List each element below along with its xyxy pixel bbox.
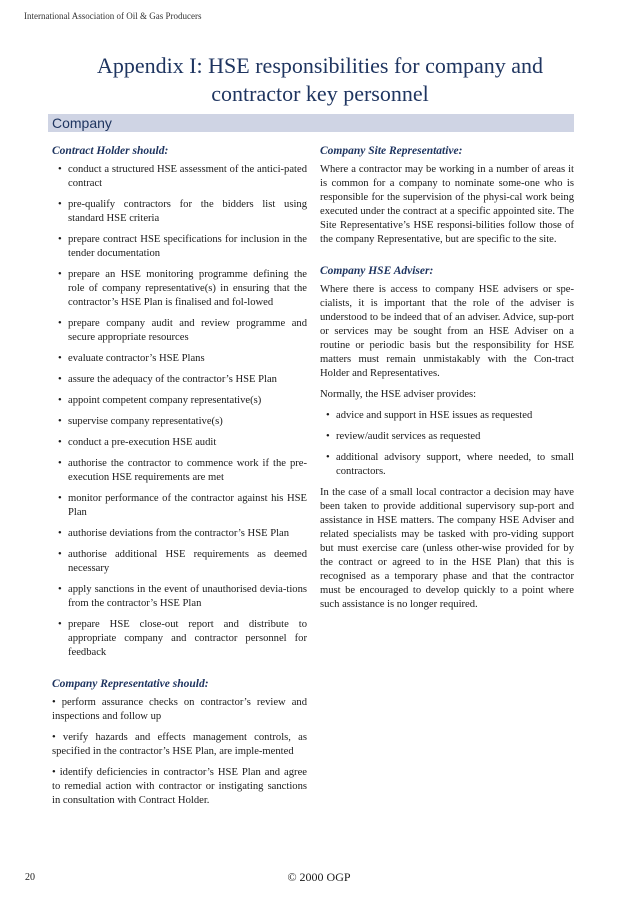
list-item: • apply sanctions in the event of unauthorised devia-tions from the contractor’s HSE Plan [52,583,307,611]
contract-holder-list [52,163,307,660]
hse-adviser-list [320,409,574,479]
page-title [40,52,600,108]
section-label: Company [52,115,112,131]
contract-holder-heading: Contract Holder should: [52,145,169,157]
list-item: • authorise additional HSE requirements as deemed necessary [52,548,307,576]
list-item: • authorise deviations from the contractor’s HSE Plan [52,527,307,541]
list-item: • monitor performance of the contractor against his HSE Plan [52,492,307,520]
right-column [320,144,574,619]
site-rep-heading: Company Site Representative: [320,145,463,157]
list-item: • supervise company representative(s) [52,415,307,429]
company-rep-item: • verify hazards and effects management controls, as specified in the contractor’s HSE Plan, are imple-mented [52,732,307,757]
list-item: • advice and support in HSE issues as requested [320,409,574,423]
list-item: • evaluate contractor’s HSE Plans [52,352,307,366]
copyright: © 2000 OGP [287,870,351,884]
list-item: • review/audit services as requested [320,430,574,444]
company-rep-item: • perform assurance checks on contractor’s review and inspections and follow up [52,697,307,722]
section-bar [48,114,574,132]
list-item: • appoint competent company representative(s) [52,394,307,408]
title-line-2: contractor key personnel [211,81,429,106]
hse-adviser-text-1: Where there is access to company HSE advisers or spe-cialists, it is important that the role of the adviser is understood to be indeed that of an adviser. Advice, sup-port or services may be sought from an HSE Adviser on a routine or periodic basis but the responsibility for HSE matters must remain unmistakably with the Con-tract Holder and Representatives. [320,284,574,379]
hse-adviser-heading: Company HSE Adviser: [320,265,434,277]
list-item: • prepare HSE close-out report and distribute to appropriate company and contractor personnel for feedback [52,618,307,660]
site-rep-text: Where a contractor may be working in a number of areas it is common for a company to nominate some-one who is responsible for the supervision of the physi-cal work being executed under the contract at a specific appointed site. The Site Representative’s HSE responsi-bilities follow those of the company Representative, but are specific to the site. [320,164,574,245]
list-item: • prepare company audit and review programme and secure appropriate resources [52,317,307,345]
left-column [52,144,307,815]
company-rep-heading: Company Representative should: [52,678,209,690]
hse-adviser-text-3: In the case of a small local contractor a decision may have been taken to provide additional supervisory sup-port and assistance in HSE matters. The company HSE Adviser and related specialists may be tasked with pro-viding support but must exercise care (unless other-wise provided for by the contract or agreed to in the HSE Plan) that this is recognised as a temporary phase and that the contractor must be encouraged to develop quickly to a point where such assistance is no longer required. [320,487,574,610]
company-rep-item: • identify deficiencies in contractor’s HSE Plan and agree to remedial action with contractor or instigating sanctions in consultation with Contract Holder. [52,767,307,806]
list-item: • pre-qualify contractors for the bidders list using standard HSE criteria [52,198,307,226]
list-item: • prepare an HSE monitoring programme defining the role of company representative(s) in ensuring that the contractor’s HSE Plan is finalised and fol-lowed [52,268,307,310]
list-item: • conduct a structured HSE assessment of the antici-pated contract [52,163,307,191]
page-number: 20 [25,872,35,883]
list-item: • prepare contract HSE specifications for inclusion in the tender documentation [52,233,307,261]
list-item: • assure the adequacy of the contractor’s HSE Plan [52,373,307,387]
title-line-1: Appendix I: HSE responsibilities for company and [96,53,544,78]
list-item: • conduct a pre-execution HSE audit [52,436,307,450]
list-item: • additional advisory support, where needed, to small contractors. [320,451,574,479]
list-item: • authorise the contractor to commence work if the pre-execution HSE requirements are met [52,457,307,485]
running-head: International Association of Oil & Gas Producers [24,11,202,21]
hse-adviser-text-2: Normally, the HSE adviser provides: [320,389,477,400]
